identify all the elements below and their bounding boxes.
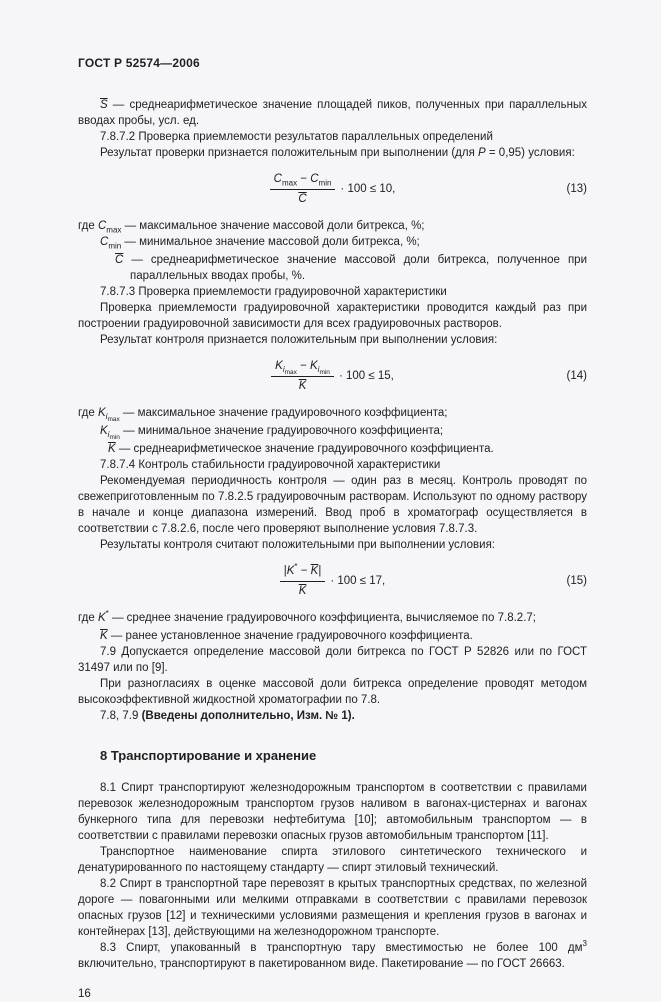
clause-7874-title: 7.8.7.4 Контроль стабильности градуировочной характеристики: [100, 459, 441, 471]
formula-condition: · 100 ≤ 15,: [338, 370, 394, 382]
formula-14: [78, 357, 587, 395]
paragraph-amendment: 7.8, 7.9 (Введены дополнительно, Изм. № 1).: [100, 710, 355, 722]
fraction: [280, 563, 326, 599]
definition-text: — среднеарифметическое значение площадей пиков, полученных при параллельных вводах пробы, усл. ед.: [78, 99, 587, 127]
clause-83: 8.3 Спирт, упакованный в транспортную тару вместимостью не более 100 $дм^3$ включительно, транспортируют в пакетированном виде. Пакетирование — по ГОСТ 26663.: [78, 939, 587, 970]
paragraph-s-definition: [78, 97, 587, 129]
fraction: [271, 358, 334, 394]
definition-row: $C_{min}$ — минимальное значение массовой доли битрекса, %;: [100, 236, 420, 251]
clause-81: 8.1 Спирт транспортируют железнодорожным транспортом в соответствии с правилами перевозок железнодорожным транспортом грузов наливом в вагонах-цистернах и вагонах бункерного типа для перевозки нефтебитума [10]; автомобильным транспортом — в соответствии с правилами перевозки опасных грузов автомобильным транспортом [11].: [78, 782, 587, 842]
formula-13: [78, 170, 587, 208]
definition-row: где $K_{i_{max}}$ — максимальное значение градуировочного коэффициента;: [78, 407, 448, 424]
clause-79: 7.9 Допускается определение массовой доли битрекса по ГОСТ Р 52826 или по ГОСТ 31497 или по [9].: [78, 646, 587, 674]
variable-s-bar: $\overline{S}$: [100, 99, 108, 111]
paragraph: Проверка приемлемости градуировочной характеристики проводится каждый раз при построении градуировочной зависимости для всех градуировочных растворов.: [78, 302, 587, 330]
paragraph: Транспортное наименование спирта этилового синтетического технического и денатурированного по настоящему стандарту — спирт этиловый технический.: [78, 846, 587, 874]
formula-condition: · 100 ≤ 10,: [340, 183, 396, 195]
paragraph: Результаты контроля считают положительными при выполнении условия:: [100, 539, 495, 551]
fraction-numerator: $|K^* - \overline{K}|$: [280, 563, 326, 582]
formula-condition: · 100 ≤ 17,: [330, 575, 386, 587]
fraction: [270, 171, 336, 207]
paragraph-check-result: Результат проверки признается положительным при выполнении (для P = 0,95) условия:: [100, 147, 575, 159]
equation-number: (13): [566, 183, 587, 195]
document-title: ГОСТ Р 52574—2006: [78, 56, 200, 70]
paragraph: При разногласиях в оценке массовой доли битрекса определение проводят методом высокоэффективной жидкостной хроматографии по 7.8.: [78, 678, 587, 706]
definition-row: где K* — среднее значение градуировочного коэффициента, вычисляемое по 7.8.2.7;: [78, 609, 536, 624]
equation-number: (14): [566, 370, 587, 382]
superscript-3: 3: [582, 939, 587, 949]
definition-row: $\overline{K}$ — среднеарифметическое значение градуировочного коэффициента.: [108, 443, 494, 455]
section-8-heading: 8 Транспортирование и хранение: [100, 748, 317, 763]
definition-row: $\overline{K}$ — ранее установленное значение градуировочного коэффициента.: [100, 630, 473, 642]
fraction-numerator: $K_{i_{max}} - K_{i_{min}}$: [271, 358, 334, 377]
clause-82: 8.2 Спирт в транспортной таре перевозят в крытых транспортных средствах, по железной дороге — повагонными или мелкими отправками в соответствии с правилами перевозок опасных грузов [12] и техническими условиями размещения и крепления грузов в вагонах и контейнерах [13], действующими на железнодорожном транспорте.: [78, 878, 587, 938]
variable-p: P: [478, 147, 486, 159]
clause-7872-title: 7.8.7.2 Проверка приемлемости результатов параллельных определений: [100, 131, 493, 143]
clause-7873-title: 7.8.7.3 Проверка приемлемости градуировочной характеристики: [100, 286, 447, 298]
fraction-numerator: $C_{max} - C_{min}$: [270, 171, 336, 190]
equation-number: (15): [566, 575, 587, 587]
definition-row: $\overline{C}$ — среднеарифметическое значение массовой доли битрекса, полученное при параллельных вводах пробы, %.: [115, 254, 587, 282]
page-number: 16: [78, 988, 91, 1000]
definition-row: $K_{i_{min}}$ — минимальное значение градуировочного коэффициента;: [100, 425, 444, 442]
fraction-denominator: K: [298, 585, 307, 597]
paragraph: Результат контроля признается положительным при выполнении условия:: [100, 334, 498, 346]
fraction-denominator: C: [298, 193, 307, 205]
fraction-denominator: K: [298, 380, 307, 392]
paragraph: Рекомендуемая периодичность контроля — один раз в месяц. Контроль проводят по свежеприготовленным по 7.8.2.5 градуировочным растворам. Используют по одному раствору в начале и конце диапазона измерений. Ввод проб в хроматограф осуществляется в соответствии с 7.8.2.6, после чего проверяют выполнение условия 7.8.7.3.: [78, 475, 587, 535]
amendment-bold-text: (Введены дополнительно, Изм. № 1).: [141, 710, 355, 722]
definition-row: где $C_{max}$ — максимальное значение массовой доли битрекса, %;: [78, 220, 425, 235]
formula-15: [78, 562, 587, 600]
